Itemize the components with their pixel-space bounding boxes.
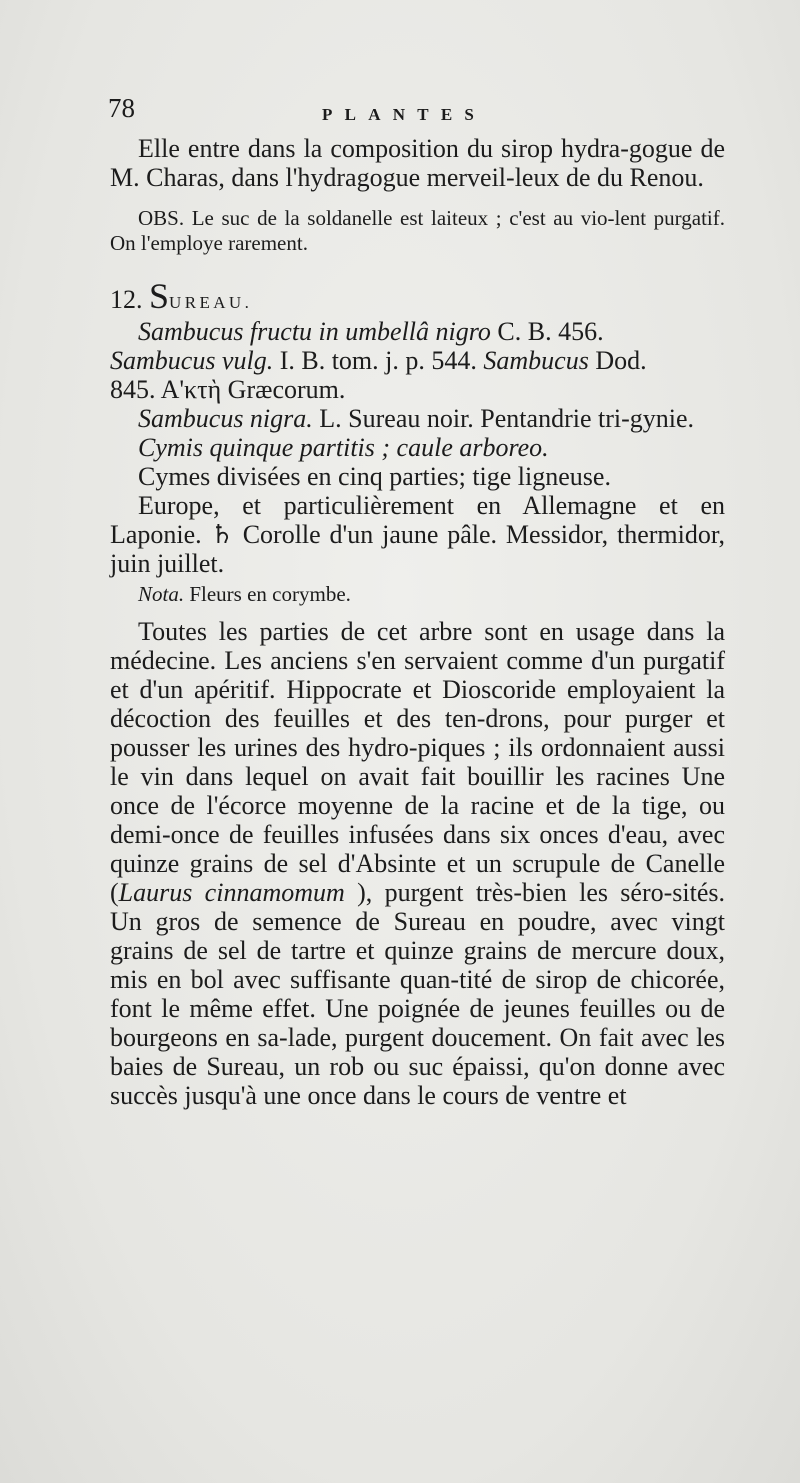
diagnosis-french: Cymes divisées en cinq parties; tige ligneuse. (138, 462, 611, 491)
section-title-rest: UREAU. (169, 293, 253, 312)
section-title-initial: S (149, 276, 170, 316)
synonym-line-2: Sambucus vulg. I. B. tom. j. p. 544. Sambucus Dod. (110, 346, 647, 375)
synonym-line-4: Sambucus nigra. L. Sureau noir. Pentandrie tri-gynie. (138, 404, 695, 433)
body-paragraph: Toutes les parties de cet arbre sont en usage dans la médecine. Les anciens s'en servaient comme d'un purgatif et d'un apéritif. Hippocrate et Dioscoride employaient la décoction des feuilles et des ten-drons, pour purger et pousser les urines des hydro-piques ; ils ordonnaient aussi le vin dans lequel on avait fait bouillir les racines Une once de l'écorce moyenne de la racine et de la tige, ou demi-once de feuilles infusées dans six onces d'eau, avec quinze grains de sel d'Absinte et un scrupule de Canelle (Laurus cinnamomum ), purgent très-bien les séro-sités. Un gros de semence de Sureau en poudre, avec vingt grains de sel de tartre et quinze grains de mercure doux, mis en bol avec suffisante quan-tité de sirop de chicorée, font le même effet. Une poignée de jeunes feuilles ou de bourgeons en sa-lade, purgent doucement. On fait avec les baies de Sureau, un rob ou suc épaissi, qu'on donne avec succès jusqu'à une once dans le cours de ventre et (110, 617, 725, 1110)
section-heading (110, 276, 725, 317)
section-number: 12. (110, 285, 143, 314)
synonym-line-3: 845. Α'κτὴ Græcorum. (110, 375, 346, 404)
page-number: 78 (108, 93, 135, 123)
diagnosis-latin: Cymis quinque partitis ; caule arboreo. (138, 433, 549, 462)
observation-note: OBS. Le suc de la soldanelle est laiteux ; c'est au vio-lent purgatif. On l'employe rarement. (110, 206, 725, 255)
page-header (110, 94, 725, 134)
page-text (110, 94, 725, 1110)
nota-line: Nota. Fleurs en corymbe. (138, 582, 351, 606)
intro-paragraph: Elle entre dans la composition du sirop hydra-gogue de M. Charas, dans l'hydragogue merveil-leux de du Renou. (110, 134, 725, 192)
habitat-paragraph: Europe, et particulièrement en Allemagne et en Laponie. ♄ Corolle d'un jaune pâle. Messidor, thermidor, juin juillet. (110, 491, 725, 578)
synonym-line-1: Sambucus fructu in umbellâ nigro C. B. 456. (138, 317, 604, 346)
running-title: PLANTES (322, 105, 487, 124)
